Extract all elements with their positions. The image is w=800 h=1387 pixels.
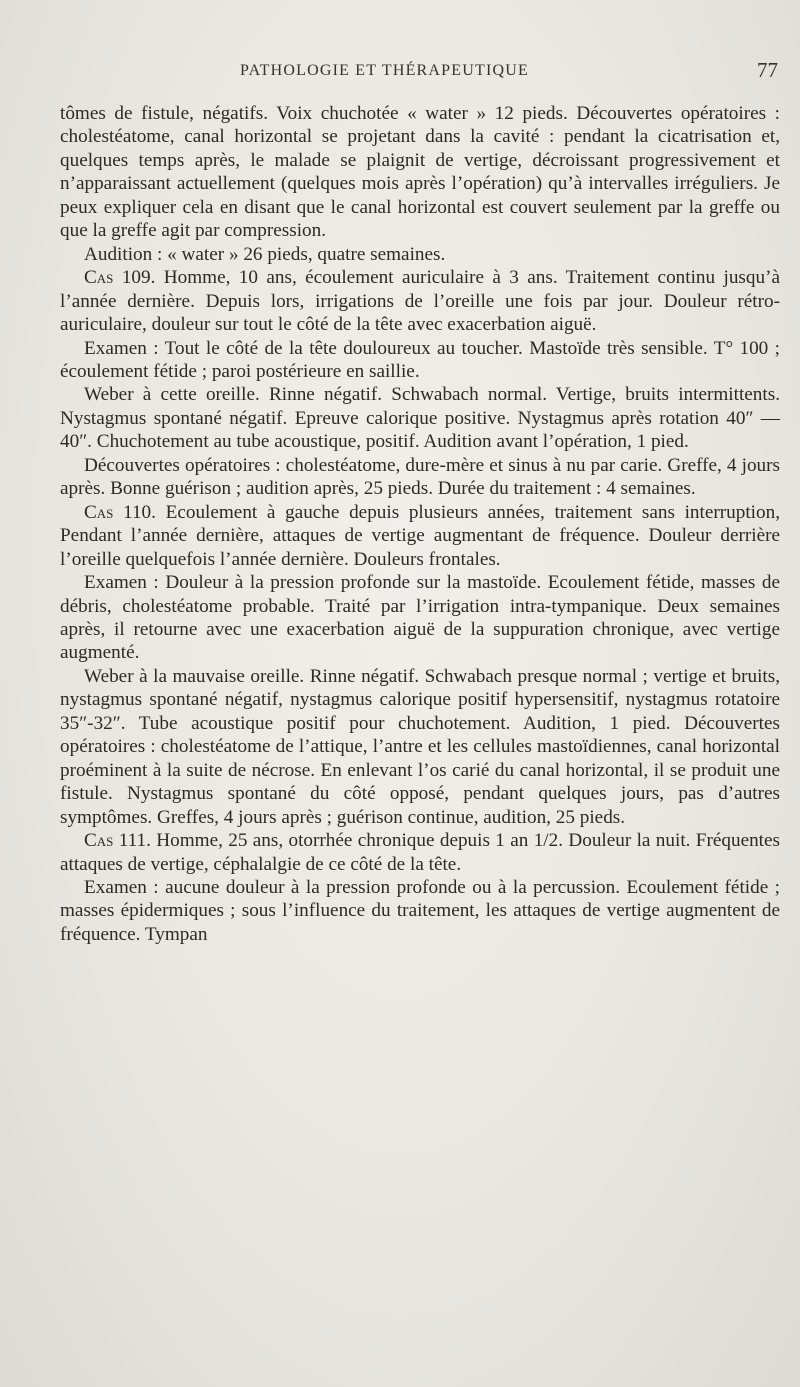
- paragraph: Examen : Douleur à la pression profonde sur la mastoïde. Ecoulement fétide, masses de débris, cholestéatome probable. Traité par l’irrigation intra-tympanique. Deux semaines après, il retourne avec une exacerbation aiguë de la suppuration chronique, avec vertige augmenté.: [60, 572, 780, 664]
- paragraph: Weber à la mauvaise oreille. Rinne négatif. Schwabach presque normal ; vertige et bruits, nystagmus spontané négatif, nystagmus calorique positif hypersensitif, nystagmus rotatoire 35″-32″. Tube acoustique positif pour chuchotement. Audition, 1 pied. Découvertes opératoires : cholestéatome de l’attique, l’antre et les cellules mastoïdiennes, canal horizontal proéminent à la suite de nécrose. En enlevant l’os carié du canal horizontal, il se produit une fistule. Nystagmus spontané du côté opposé, pendant quelques jours, pas d’autres symptômes. Greffes, 4 jours après ; guérison continue, audition, 25 pieds.: [60, 665, 780, 828]
- page-number: 77: [757, 58, 778, 82]
- case-paragraph: Cas 110. Ecoulement à gauche depuis plusieurs années, traitement sans interruption, Pendant l’année dernière, attaques de vertige augmentant de fréquence. Douleur derrière l’oreille quelquefois l’année dernière. Douleurs frontales.: [60, 501, 780, 570]
- case-label: Cas: [84, 830, 114, 852]
- case-label: Cas: [84, 501, 114, 523]
- running-head: PATHOLOGIE ET THÉRAPEUTIQUE: [240, 62, 529, 79]
- paragraph: Audition : « water » 26 pieds, quatre semaines.: [84, 243, 446, 265]
- page-header: [0, 58, 800, 88]
- paragraph: Examen : Tout le côté de la tête douloureux au toucher. Mastoïde très sensible. T° 100 ; écoulement fétide ; paroi postérieure en saillie.: [60, 337, 780, 382]
- case-paragraph: Cas 109. Homme, 10 ans, écoulement auriculaire à 3 ans. Traitement continu jusqu’à l’année dernière. Depuis lors, irrigations de l’oreille une fois par jour. Douleur rétro-auriculaire, douleur sur tout le côté de la tête avec exacerbation aiguë.: [60, 267, 780, 336]
- case-paragraph: Cas 111. Homme, 25 ans, otorrhée chronique depuis 1 an 1/2. Douleur la nuit. Fréquentes attaques de vertige, céphalalgie de ce côté de la tête.: [60, 830, 780, 875]
- case-label: Cas: [84, 267, 114, 289]
- paragraph: tômes de fistule, négatifs. Voix chuchotée « water » 12 pieds. Découvertes opératoires : cholestéatome, canal horizontal se projetant dans la cavité : pendant la cicatrisation et, quelques temps après, le malade se plaignit de vertige, décroissant progressivement et n’apparaissant actuellement (quelques mois après l’opération) qu’à intervalles irréguliers. Je peux expliquer cela en disant que le canal horizontal est couvert seulement par la greffe ou que la greffe agit par compression.: [60, 103, 780, 242]
- paragraph: Examen : aucune douleur à la pression profonde ou à la percussion. Ecoulement fétide ; masses épidermiques ; sous l’influence du traitement, les attaques de vertige augmentent de fréquence. Tympan: [60, 876, 780, 945]
- paragraph: Weber à cette oreille. Rinne négatif. Schwabach normal. Vertige, bruits intermittents. Nystagmus spontané négatif. Epreuve calorique positive. Nystagmus après rotation 40″ — 40″. Chuchotement au tube acoustique, positif. Audition avant l’opération, 1 pied.: [60, 384, 780, 453]
- body-text: [60, 102, 780, 946]
- paragraph: Découvertes opératoires : cholestéatome, dure-mère et sinus à nu par carie. Greffe, 4 jours après. Bonne guérison ; audition après, 25 pieds. Durée du traitement : 4 semaines.: [60, 454, 780, 500]
